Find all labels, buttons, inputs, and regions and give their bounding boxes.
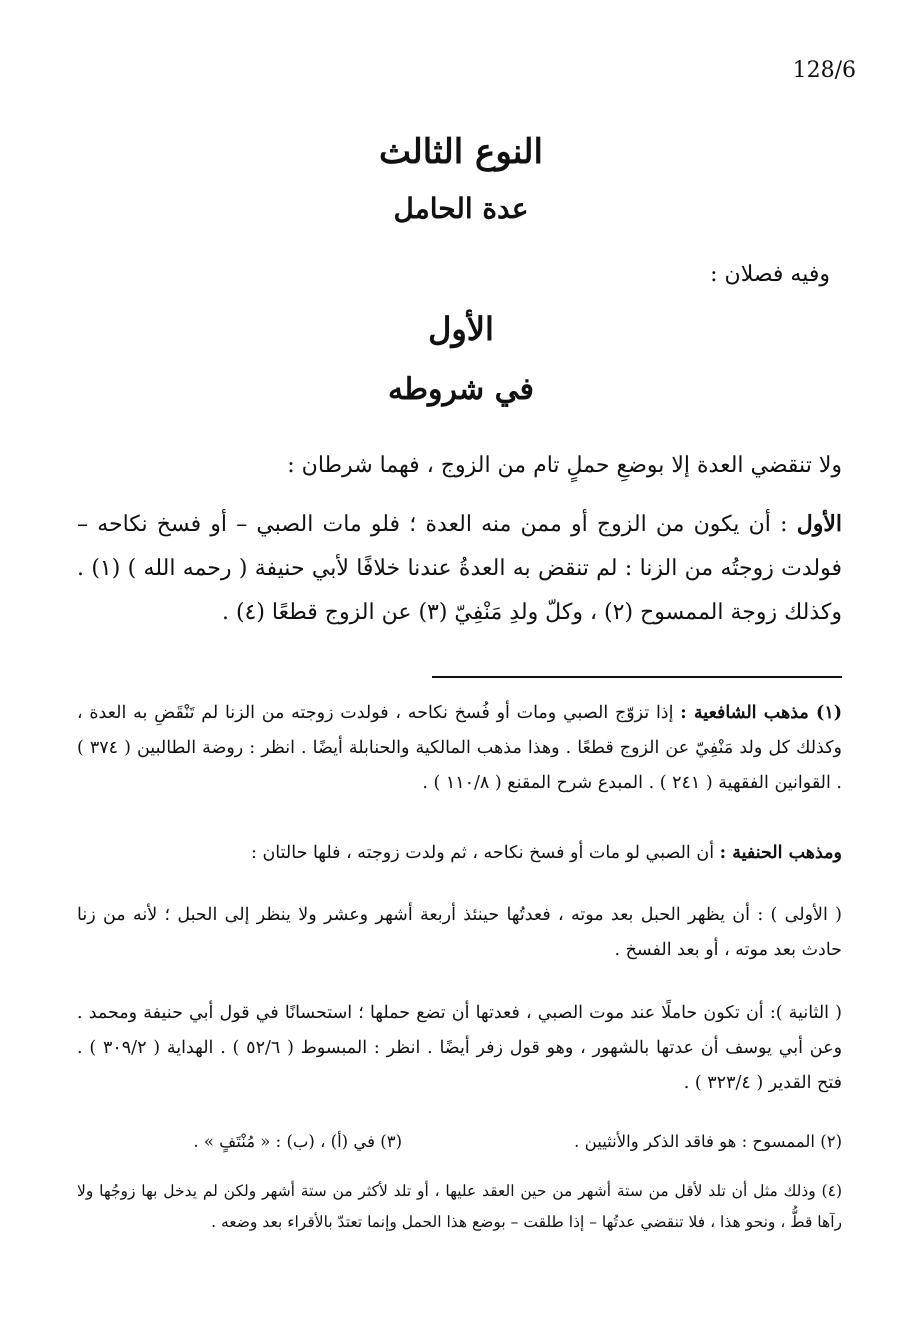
body-paragraph-2	[77, 502, 842, 635]
body-paragraph-1: ولا تنقضي العدة إلا بوضعِ حملٍ تام من الزوج ، فهما شرطان :	[287, 453, 842, 478]
footnote-1	[77, 696, 842, 801]
footnote-1-hanafi-label: ومذهب الحنفية :	[719, 843, 842, 863]
footnote-row	[77, 1132, 842, 1164]
footnote-1-case-2: ( الثانية ): أن تكون حاملًا عند موت الصبي ، فعدتها أن تضع حملها ؛ استحسانًا في قول أبي حنيفة ومحمد . وعن أبي يوسف أن عدتها بالشهور ، وهو قول زفر أيضًا . انظر : المبسوط ( ٥٢/٦ ) . الهداية ( ٣٠٩/٢ ) . فتح القدير ( ٣٢٣/٤ ) .	[77, 1003, 843, 1093]
chapter-subheading: عدة الحامل	[393, 192, 529, 225]
first-condition-label: الأول	[796, 511, 842, 537]
intro-text: وفيه فصلان :	[710, 262, 830, 287]
footnote-1-hanafi-text: أن الصبي لو مات أو فسخ نكاحه ، ثم ولدت زوجته ، فلها حالتان :	[250, 843, 715, 863]
footnote-1-label: (١) مذهب الشافعية :	[680, 703, 842, 723]
footnote-1-hanafi	[77, 836, 842, 871]
footnote-separator	[432, 676, 842, 678]
chapter-heading: النوع الثالث	[379, 132, 543, 172]
page-number: 128/6	[792, 58, 856, 83]
footnote-3: (٣) في (أ) ، (ب) : « مُنْتَفٍ » .	[193, 1132, 402, 1151]
footnote-1-case-1: ( الأولى ) : أن يظهر الحبل بعد موته ، فعدتُها حينئذ أربعة أشهر وعشر ولا ينظر إلى الحبل ؛ لأنه من زنا حادث بعد موته ، أو بعد الفسخ .	[77, 905, 842, 960]
footnote-4: (٤) وذلك مثل أن تلد لأقل من ستة أشهر من حين العقد عليها ، أو تلد لأكثر من ستة أشهر ولكن لم يدخل بها زوجُها ولا رآها قطُّ ، ونحو هذا ، فلا تنقضي عدتُها – إذا طلقت – بوضع هذا الحمل وإنما تعتدّ بالأقراء بعد وضعه .	[77, 1182, 842, 1231]
footnote-2: (٢) الممسوح : هو فاقد الذكر والأنثيين .	[574, 1132, 842, 1151]
footnote-1-text: إذا تزوّج الصبي ومات أو فُسخ نكاحه ، فولدت زوجته من الزنا لم تَنْقَضِ به العدة ، وكذلك كل ولد مَنْفِيّ عن الزوج قطعًا . وهذا مذهب المالكية والحنابلة أيضًا . انظر : روضة الطالبين ( ٣٧٤ ) . القوانين الفقهية ( ٢٤١ ) . المبدع شرح المقنع ( ١١٠/٨ ) .	[77, 703, 843, 793]
first-condition-text: : أن يكون من الزوج أو ممن منه العدة ؛ فلو مات الصبي – أو فسخ نكاحه – فولدت زوجتُه من الزنا : لم تنقض به العدةُ عندنا خلافًا لأبي حنيفة ( رحمه الله ) (١) . وكذلك زوجة الممسوح (٢) ، وكلّ ولدِ مَنْفِيّ (٣) عن الزوج قطعًا (٤) .	[77, 512, 842, 625]
section-subheading: في شروطه	[388, 372, 534, 407]
section-heading: الأول	[428, 310, 494, 348]
